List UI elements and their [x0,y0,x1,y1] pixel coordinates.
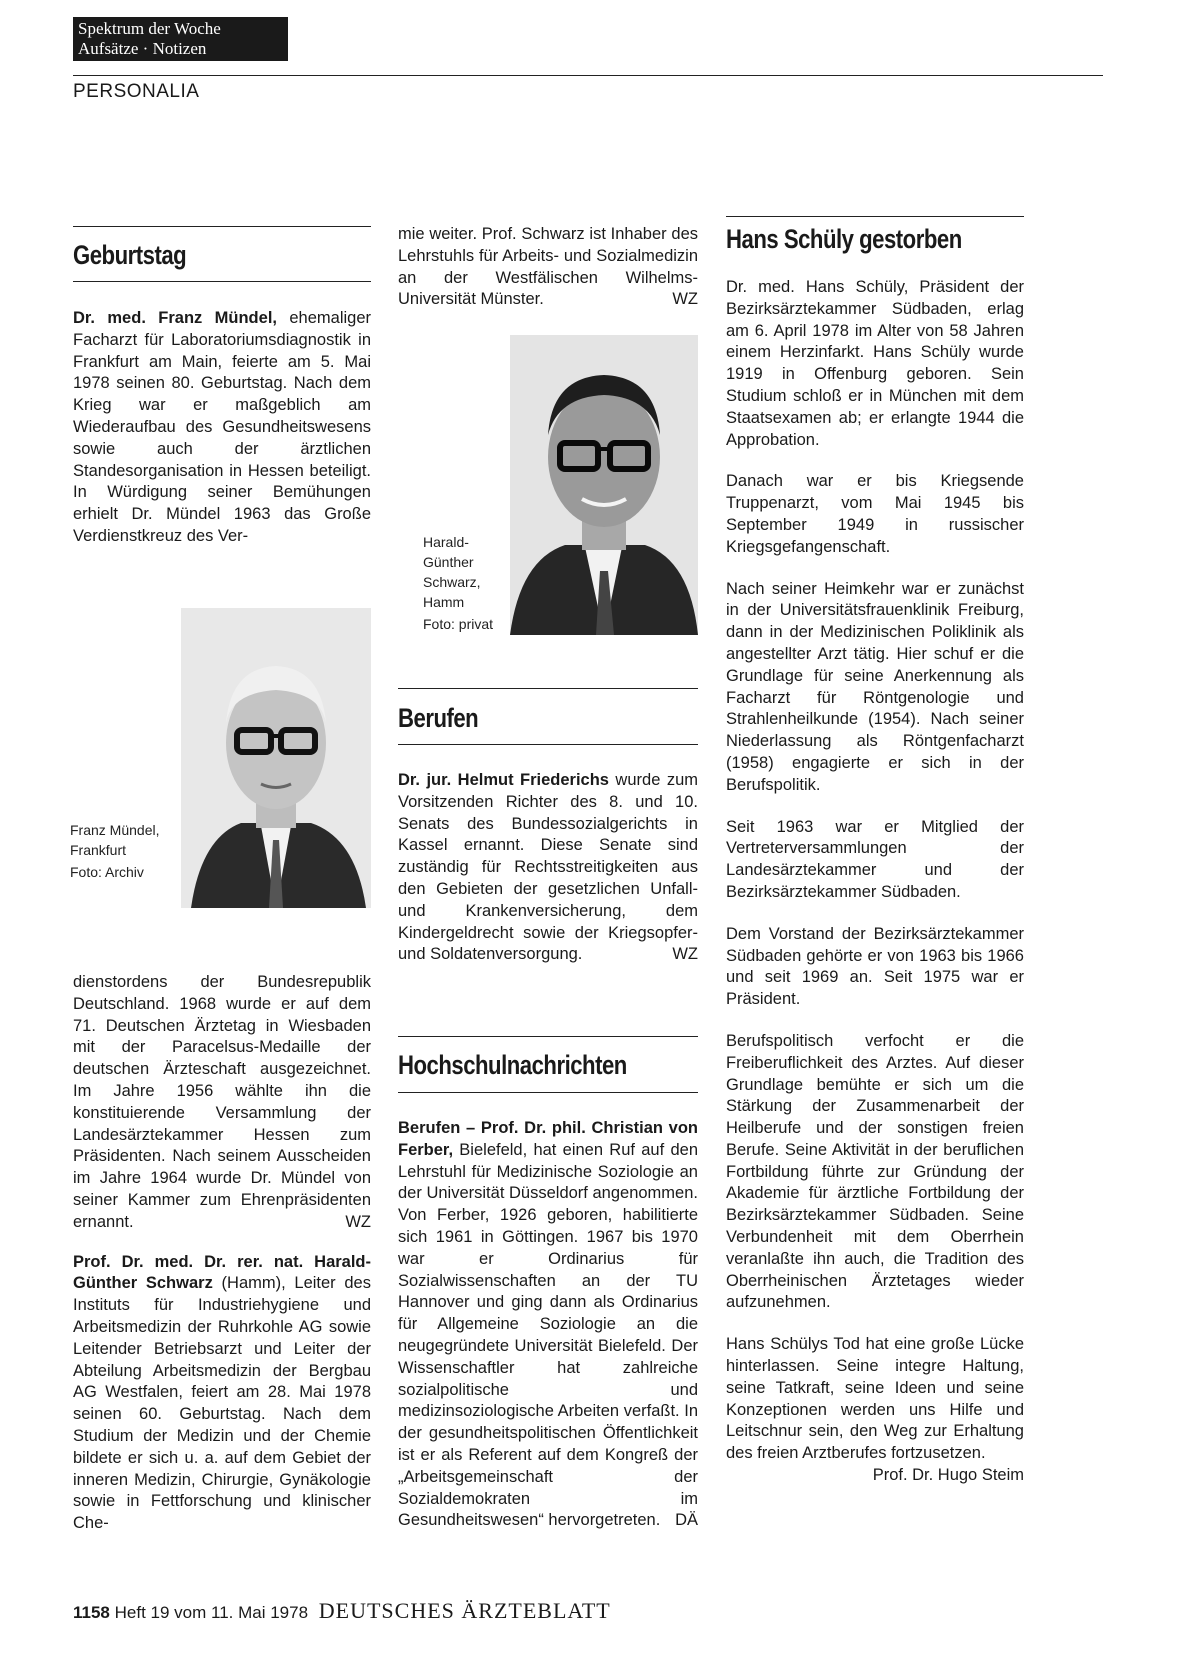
article-paragraph: Nach seiner Heimkehr war er zunächst in der Universitätsfrauenklinik Freiburg, dann in der Medizinischen Poliklinik als angestellter Arzt tätig. Hier schuf er die Grundlage für seine Anerkennung als Facharzt für Röntgenologie und Strahlenheilkunde (1954). Nach seiner Niederlassung als Röntgenfacharzt (1958) engagierte er sich in der Berufspolitik. [726,579,1024,794]
article-text: ehemaliger Facharzt für Laboratoriumsdiagnostik in Frankfurt am Main, feierte am 5. Mai 1978 seinen 80. Geburtstag. Nach dem Krieg war er maßgeblich am Wiederaufbau des Gesundheitswesens sowie auch der ärztlichen Standesorganisation in Hessen beteiligt. In Würdigung seiner Bemühungen erhielt Dr. Mündel 1963 das Große Verdienstkreuz des Ver- [73,309,372,545]
section-label: PERSONALIA [73,81,200,102]
page-number: 1158 [73,1603,110,1622]
article-paragraph: Seit 1963 war er Mitglied der Vertreterversammlungen der Landesärztekammer und der Bezirksärztekammer Südbaden. [726,817,1024,901]
article-paragraph: Hans Schülys Tod hat eine große Lücke hinterlassen. Seine integre Haltung, seine Tatkraft, seine Ideen und seine Konzeptionen werden uns Hilfe und Leitschnur sein, den Weg zur Erhaltung des freien Arztberufes fortzusetzen. [726,1335,1024,1463]
article-paragraph: Dem Vorstand der Bezirksärztekammer Südbaden gehörte er von 1963 bis 1966 und seit 1969 an. Seit 1975 war er Präsident. [726,924,1024,1009]
caption-credit: Foto: Archiv [70,864,144,880]
article-schuely [726,277,1024,1487]
article-text: dienstordens der Bundesrepublik Deutschland. 1968 wurde er auf dem 71. Deutschen Ärztetag in Wiesbaden mit der Paracelsus-Medaille der deutschen Ärzteschaft ausgezeichnet. Im Jahre 1956 wählte ihn die konstituierende Versammlung der Landesärztekammer Hessen zum Präsidenten. Nach seinem Ausscheiden im Jahre 1964 wurde Dr. Mündel von seiner Kammer zum Ehrenpräsidenten ernannt. [73,973,371,1231]
article-paragraph: Berufspolitisch verfocht er die Freiberuflichkeit des Arztes. Auf dieser Grundlage bemühte er sich um die Stärkung der Zusammenarbeit der Heilberufe und der sonstigen freien Berufe. Seine Aktivität in der beruflichen Fortbildung führte zur Gründung der Akademie für ärztliche Fortbildung der Bezirksärztekammer Südbaden. Seine Verbundenheit mit dem Oberrhein veranlaßte ihn auch, die Tradition des Oberrheinischen Ärztetages wieder aufzunehmen. [726,1031,1024,1312]
person-name: Berufen – Prof. Dr. phil. Christian von Ferber, [398,1119,698,1159]
author-initials: WZ [672,290,698,309]
article-schwarz-cont [398,224,698,311]
article-text: Bielefeld, hat einen Ruf auf den Lehrstuhl für Medizinische Soziologie an der Universität Düsseldorf angenommen. Von Ferber, 1926 geboren, habilitierte sich 1961 in Göttingen. 1967 bis 1970 war er Ordinarius für Sozialwissenschaften an der TU Hannover und ging dann als Ordinarius für Allgemeine Soziologie an die neugegründete Universität Bielefeld. Der Wissenschaftler hat zahlreiche sozialpolitische und medizinsoziologische Arbeiten verfaßt. In der gesundheitspolitischen Öffentlichkeit ist er als Referent auf dem Kongreß der „Arbeitsgemeinschaft der Sozialdemokraten im Gesundheitswesen“ hervorgetreten. [398,1140,698,1530]
rule [398,744,698,745]
rule [73,281,371,282]
article-text: (Hamm), Leiter des Instituts für Industriehygiene und Arbeitsmedizin der Ruhrkohle AG sowie Leitender Betriebsarzt und Leiter der Abteilung Arbeitsmedizin der Bergbau AG Westfalen, feiert am 28. Mai 1978 seinen 60. Geburtstag. Nach dem Studium der Medizin und der Chemie bildete er sich u. a. auf dem Gebiet der inneren Medizin, Chirurgie, Gynäkologie sowie in Fettforschung und klinischer Che- [73,1274,371,1533]
top-rule [73,75,1103,76]
rule [73,226,371,227]
rule [398,688,698,689]
issue-info: Heft 19 vom 11. Mai 1978 [114,1603,309,1622]
rule [398,1092,698,1093]
page-footer [73,1598,611,1624]
heading-hochschulnachrichten: Hochschulnachrichten [398,1050,627,1080]
rule [398,1036,698,1037]
caption-credit: Foto: privat [423,616,494,632]
article-muendel-part2 [73,972,371,1535]
article-paragraph: Dr. med. Hans Schüly, Präsident der Bezirksärztekammer Südbaden, erlag am 6. April 1978 im Alter von 58 Jahren einem Herzinfarkt. Hans Schüly wurde 1919 in Offenburg geboren. Sein Studium schloß er in München mit dem Staatsexamen ab; er erlangte 1944 die Approbation. [726,278,1024,449]
journal-name: DEUTSCHES ÄRZTEBLATT [318,1598,611,1623]
person-name: Prof. Dr. med. Dr. rer. nat. Harald-Günther Schwarz [73,1252,371,1293]
article-muendel-part1 [73,308,371,548]
author-signature: Prof. Dr. Hugo Steim [872,1466,1024,1485]
caption-name: Harald-Günther Schwarz, Hamm [423,534,481,610]
heading-geburtstag: Geburtstag [73,240,187,270]
heading-berufen: Berufen [398,703,479,733]
portrait-photo-muendel [181,608,371,908]
heading-schuely: Hans Schüly gestorben [726,224,962,254]
photo-caption-muendel [70,820,160,882]
author-initials: DÄ [675,1511,698,1530]
person-name: Dr. med. Franz Mündel, [73,309,277,327]
rule [726,216,1024,217]
portrait-photo-schwarz [510,335,698,635]
article-friederichs [398,770,698,966]
article-text: mie weiter. Prof. Schwarz ist Inhaber des Lehrstuhls für Arbeits- und Sozialmedizin an der Westfälischen Wilhelms-Universität Münster. [398,225,698,309]
article-von-ferber [398,1118,698,1532]
article-paragraph: Danach war er bis Kriegsende Truppenarzt, vom Mai 1945 bis September 1949 in russischer Kriegsgefangenschaft. [726,472,1024,556]
masthead-line-2: Aufsätze · Notizen [78,39,207,58]
photo-caption-schwarz [423,532,503,634]
caption-name: Franz Mündel, Frankfurt [70,822,160,858]
article-text: wurde zum Vorsitzenden Richter des 8. und 10. Senats des Bundessozialgerichts in Kassel ernannt. Diese Senate sind zuständig für Rechtsstreitigkeiten aus den Gebieten der gesetzlichen Unfall- und Krankenversicherung, dem Kindergeldrecht sowie der Kriegsopfer- und Soldatenversorgung. [398,771,698,964]
author-initials: WZ [672,945,698,964]
author-initials: WZ [345,1212,371,1231]
person-name: Dr. jur. Helmut Friederichs [398,771,609,789]
masthead-line-1: Spektrum der Woche [78,19,221,38]
masthead [73,17,288,61]
